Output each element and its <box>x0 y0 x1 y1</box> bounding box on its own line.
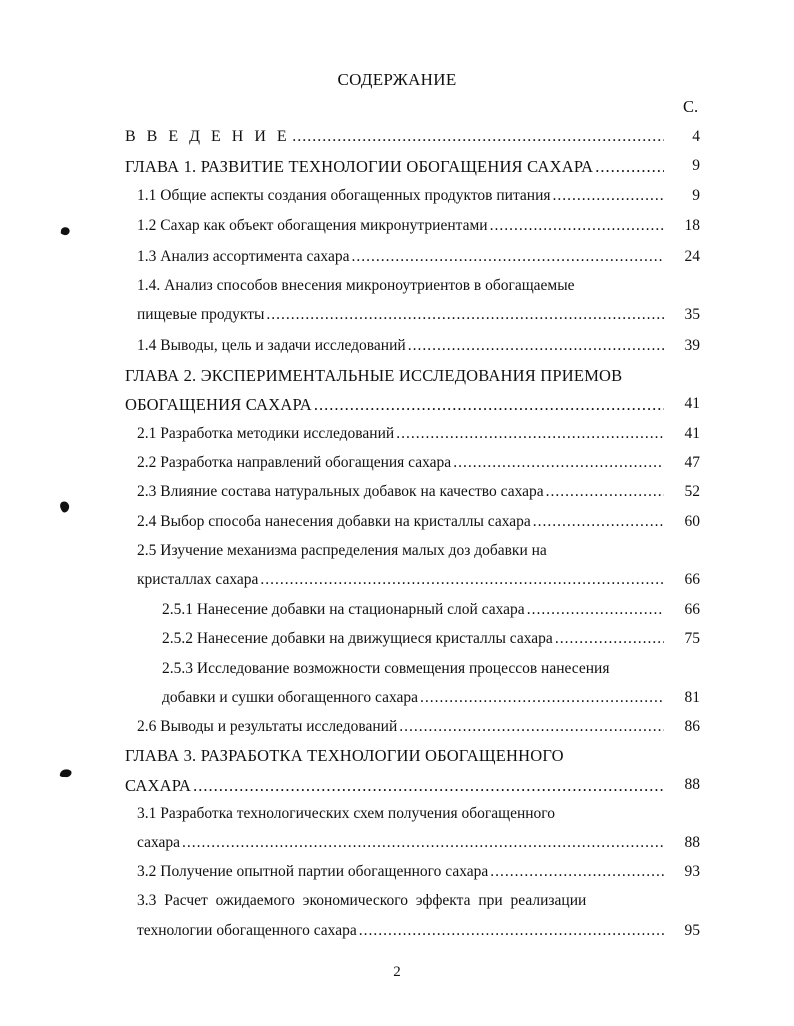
toc-entry-3-2 <box>137 863 666 881</box>
toc-entry-text: сахара <box>137 834 181 851</box>
toc-entry-text: 2.5.2 Нанесение добавки на движущиеся кристаллы сахара <box>162 630 553 647</box>
leader-dots <box>533 513 664 531</box>
toc-entry-2-5-1 <box>162 601 666 619</box>
toc-page-number: 88 <box>684 834 700 851</box>
leader-dots <box>553 187 664 205</box>
toc-page-number: 66 <box>684 571 700 588</box>
toc-entry-text: 2.5.1 Нанесение добавки на стационарный слой сахара <box>162 601 525 618</box>
toc-page-number: 9 <box>692 157 700 174</box>
leader-dots <box>595 157 664 177</box>
leader-dots <box>420 689 664 707</box>
toc-page-number: 86 <box>684 718 700 735</box>
toc-page-number: 41 <box>684 395 700 412</box>
leader-dots <box>352 248 665 266</box>
toc-page-number: 39 <box>684 337 700 354</box>
toc-entry-1-3 <box>137 248 666 266</box>
toc-entry-2-3 <box>137 483 666 501</box>
toc-entry-line1: ГЛАВА 2. ЭКСПЕРИМЕНТАЛЬНЫЕ ИССЛЕДОВАНИЯ ПРИЕМОВ <box>125 366 623 385</box>
leader-dots <box>260 571 664 589</box>
toc-entry-text: 2.2 Разработка направлений обогащения сахара <box>137 454 452 471</box>
toc-entry-chapter-2 <box>125 395 666 415</box>
leader-dots <box>292 128 664 146</box>
toc-entry-text: В В Е Д Е Н И Е <box>125 128 291 145</box>
toc-entry-text: 1.4 Выводы, цель и задачи исследований <box>137 337 406 354</box>
toc-entry-3-1 <box>137 834 666 852</box>
toc-page-number: 60 <box>684 513 700 530</box>
toc-entry-text: кристаллах сахара <box>137 571 259 588</box>
toc-page-number: 93 <box>684 863 700 880</box>
toc-entry-line1: 2.5 Изучение механизма распределения малых доз добавки на <box>137 542 547 559</box>
toc-entry-text: ГЛАВА 1. РАЗВИТИЕ ТЕХНОЛОГИИ ОБОГАЩЕНИЯ САХАРА <box>125 157 594 176</box>
leader-dots <box>193 776 664 796</box>
toc-entry-text: 2.3 Влияние состава натуральных добавок на качество сахара <box>137 483 544 500</box>
scan-blot-icon <box>58 766 74 780</box>
toc-entry-text: 1.1 Общие аспекты создания обогащенных продуктов питания <box>137 187 551 204</box>
leader-dots <box>453 454 664 472</box>
scan-blot-icon <box>58 499 72 515</box>
toc-page-number: 66 <box>684 601 700 618</box>
toc-page-number: 9 <box>692 187 700 204</box>
toc-entry-text: 2.1 Разработка методики исследований <box>137 425 395 442</box>
leader-dots <box>266 306 664 324</box>
toc-entry-line1: ГЛАВА 3. РАЗРАБОТКА ТЕХНОЛОГИИ ОБОГАЩЕННОГО <box>125 746 564 765</box>
toc-entry-2-5 <box>137 571 666 589</box>
toc-entry-line1: 2.5.3 Исследование возможности совмещения процессов нанесения <box>162 660 610 677</box>
toc-entry-2-5-2 <box>162 630 666 648</box>
toc-entry-chapter-3 <box>125 776 666 796</box>
leader-dots <box>555 630 664 648</box>
toc-entry-2-6 <box>137 718 666 736</box>
toc-entry-text: технологии обогащенного сахара <box>137 922 357 939</box>
toc-entry-1-1 <box>137 187 666 205</box>
leader-dots <box>490 863 664 881</box>
page-column-label: С. <box>683 97 699 116</box>
toc-title: СОДЕРЖАНИЕ <box>337 70 457 89</box>
leader-dots <box>182 834 664 852</box>
toc-entry-line1: 1.4. Анализ способов внесения микроноутриентов в обогащаемые <box>137 277 575 294</box>
leader-dots <box>399 718 664 736</box>
toc-page-number: 81 <box>684 689 700 706</box>
toc-entry-chapter-1 <box>125 157 666 177</box>
toc-entry-2-2 <box>137 454 666 472</box>
toc-entry-text: ОБОГАЩЕНИЯ САХАРА <box>125 395 312 414</box>
toc-page-number: 41 <box>684 425 700 442</box>
toc-entry-text: 1.3 Анализ ассортимента сахара <box>137 248 350 265</box>
toc-entry-2-4 <box>137 513 666 531</box>
page-number: 2 <box>393 964 401 980</box>
leader-dots <box>527 601 664 619</box>
leader-dots <box>359 922 664 940</box>
toc-entry-line1: 3.3 Расчет ожидаемого экономического эффекта при реализации <box>137 892 587 909</box>
leader-dots <box>396 425 664 443</box>
toc-page-number: 52 <box>684 483 700 500</box>
toc-page-number: 47 <box>684 454 700 471</box>
toc-entry-1-4b <box>137 337 666 355</box>
toc-page-number: 88 <box>684 776 700 793</box>
toc-entry-2-1 <box>137 425 666 443</box>
toc-page-number: 95 <box>684 922 700 939</box>
toc-page-number: 24 <box>684 248 700 265</box>
scan-blot-icon <box>58 224 72 238</box>
toc-entry-1-4a <box>137 306 666 324</box>
leader-dots <box>546 483 664 501</box>
leader-dots <box>408 337 664 355</box>
toc-entry-text: пищевые продукты <box>137 306 265 323</box>
toc-entry-text: 1.2 Сахар как объект обогащения микронутриентами <box>137 217 488 234</box>
toc-entry-text: САХАРА <box>125 776 192 795</box>
toc-entry-text: 2.4 Выбор способа нанесения добавки на кристаллы сахара <box>137 513 531 530</box>
toc-page-number: 4 <box>692 128 700 145</box>
toc-entry-3-3 <box>137 922 666 940</box>
toc-page-number: 18 <box>684 217 700 234</box>
toc-entry-introduction <box>125 128 666 146</box>
toc-page-number: 35 <box>684 306 700 323</box>
toc-page-number: 75 <box>684 630 700 647</box>
toc-entry-2-5-3 <box>162 689 666 707</box>
toc-entry-text: добавки и сушки обогащенного сахара <box>162 689 419 706</box>
leader-dots <box>314 395 664 415</box>
toc-entry-text: 2.6 Выводы и результаты исследований <box>137 718 398 735</box>
toc-entry-line1: 3.1 Разработка технологических схем получения обогащенного <box>137 805 556 822</box>
toc-entry-text: 3.2 Получение опытной партии обогащенного сахара <box>137 863 489 880</box>
leader-dots <box>490 217 664 235</box>
toc-entry-1-2 <box>137 217 666 235</box>
